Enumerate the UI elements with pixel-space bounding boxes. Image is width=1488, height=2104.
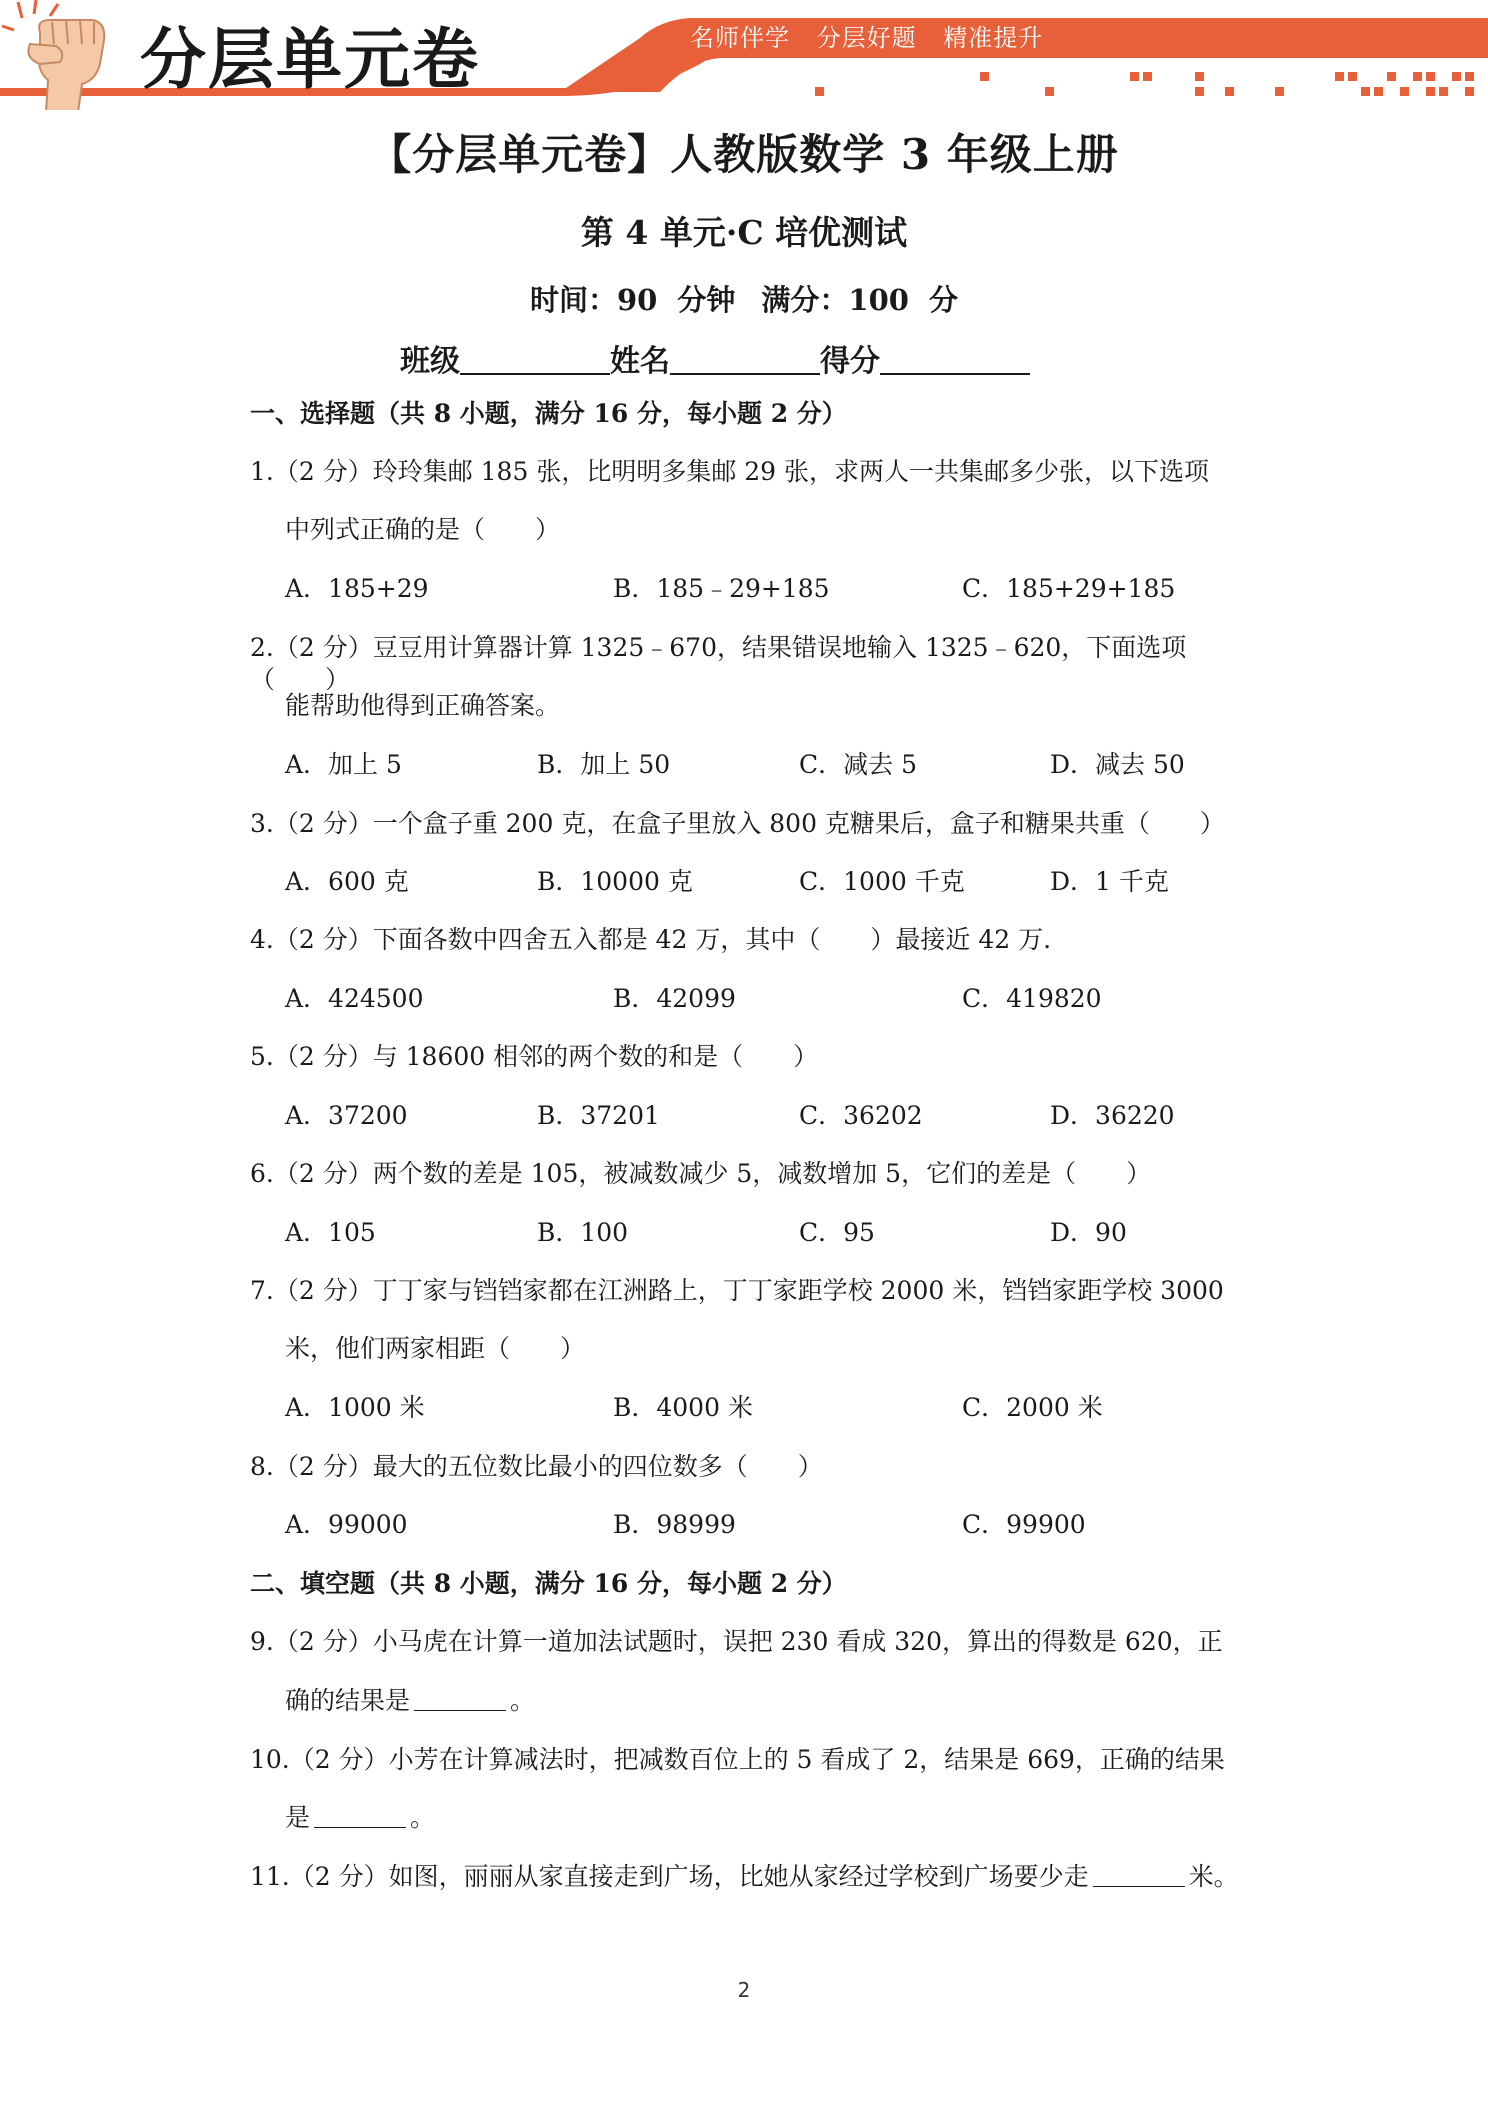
- question-10-cont: [285, 1802, 435, 1834]
- question-7: 7.（2 分）丁丁家与铛铛家都在江洲路上，丁丁家距学校 2000 米，铛铛家距学校 3000: [250, 1276, 1224, 1305]
- q9-answer-blank[interactable]: [414, 1688, 506, 1711]
- q4-option-a[interactable]: A．424500: [285, 984, 424, 1013]
- q2-option-b[interactable]: B．加上 50: [537, 750, 671, 779]
- question-5: 5.（2 分）与 18600 相邻的两个数的和是（ ）: [250, 1042, 819, 1071]
- q9-tail: 。: [510, 1686, 536, 1715]
- class-label: 班级: [400, 344, 460, 379]
- q9-text: 确的结果是: [285, 1686, 411, 1715]
- q5-option-b[interactable]: B．37201: [537, 1101, 660, 1130]
- question-3: 3.（2 分）一个盒子重 200 克，在盒子里放入 800 克糖果后，盒子和糖果共重（ ）: [250, 809, 1225, 838]
- question-1: 1.（2 分）玲玲集邮 185 张，比明明多集邮 29 张，求两人一共集邮多少张，以下选项: [250, 457, 1210, 486]
- question-1-cont: 中列式正确的是（ ）: [285, 515, 561, 544]
- q8-option-a[interactable]: A．99000: [285, 1510, 408, 1539]
- student-info-fields: [400, 336, 1030, 380]
- question-10: 10.（2 分）小芳在计算减法时，把减数百位上的 5 看成了 2，结果是 669，正确的结果: [250, 1745, 1225, 1774]
- q5-option-c[interactable]: C．36202: [799, 1101, 923, 1130]
- brand-title: 分层单元卷: [140, 21, 480, 98]
- class-field[interactable]: [460, 343, 610, 375]
- q1-option-c[interactable]: C．185+29+185: [962, 574, 1176, 603]
- q1-option-b[interactable]: B．185﹣29+185: [613, 574, 830, 603]
- q11-answer-blank[interactable]: [1093, 1864, 1185, 1887]
- q1-option-a[interactable]: A．185+29: [285, 574, 429, 603]
- q10-tail: 。: [410, 1803, 436, 1832]
- name-field[interactable]: [670, 343, 820, 375]
- time-label: 时间：90 分钟: [529, 283, 736, 317]
- q2-option-c[interactable]: C．减去 5: [799, 750, 917, 779]
- question-2-cont: 能帮助他得到正确答案。: [285, 691, 561, 720]
- q7-option-a[interactable]: A．1000 米: [285, 1393, 425, 1422]
- section-fill-title: 二、填空题（共 8 小题，满分 16 分，每小题 2 分）: [250, 1569, 847, 1598]
- header-slogan: 名师伴学 分层好题 精准提升: [690, 24, 1044, 52]
- q3-option-a[interactable]: A．600 克: [285, 867, 409, 896]
- q4-option-c[interactable]: C．419820: [962, 984, 1102, 1013]
- score-field-label: 得分: [820, 344, 880, 379]
- name-label: 姓名: [610, 344, 670, 379]
- q10-answer-blank[interactable]: [314, 1805, 406, 1828]
- q10-text: 是: [285, 1803, 311, 1832]
- q5-option-d[interactable]: D．36220: [1050, 1101, 1175, 1130]
- q2-option-d[interactable]: D．减去 50: [1050, 750, 1185, 779]
- exam-info: [0, 278, 1488, 319]
- score-field[interactable]: [880, 343, 1030, 375]
- q7-option-b[interactable]: B．4000 米: [613, 1393, 753, 1422]
- q8-option-c[interactable]: C．99900: [962, 1510, 1086, 1539]
- q7-option-c[interactable]: C．2000 米: [962, 1393, 1103, 1422]
- q4-option-b[interactable]: B．42099: [613, 984, 736, 1013]
- q3-option-b[interactable]: B．10000 克: [537, 867, 693, 896]
- q11-tail: 米。: [1188, 1862, 1239, 1891]
- q6-option-c[interactable]: C．95: [799, 1218, 875, 1247]
- question-7-cont: 米，他们两家相距（ ）: [285, 1334, 586, 1363]
- question-9: 9.（2 分）小马虎在计算一道加法试题时，误把 230 看成 320，算出的得数是 620，正: [250, 1627, 1223, 1656]
- q6-option-a[interactable]: A．105: [285, 1218, 376, 1247]
- header-banner: [0, 0, 1488, 110]
- q11-text: 11.（2 分）如图，丽丽从家直接走到广场，比她从家经过学校到广场要少走: [250, 1862, 1089, 1891]
- question-9-cont: [285, 1685, 535, 1717]
- page-title: 【分层单元卷】人教版数学 3 年级上册: [369, 130, 1119, 179]
- question-6: 6.（2 分）两个数的差是 105，被减数减少 5，减数增加 5，它们的差是（ ）: [250, 1159, 1152, 1188]
- score-label: 满分：100 分: [761, 283, 959, 317]
- q3-option-c[interactable]: C．1000 千克: [799, 867, 965, 896]
- question-4: 4.（2 分）下面各数中四舍五入都是 42 万，其中（ ）最接近 42 万.: [250, 925, 1052, 954]
- unit-title: 第 4 单元·C 培优测试: [580, 213, 908, 252]
- q8-option-b[interactable]: B．98999: [613, 1510, 736, 1539]
- question-2: 2.（2 分）豆豆用计算器计算 1325﹣670，结果错误地输入 1325﹣620，下面选项（ ）: [250, 633, 1187, 694]
- question-8: 8.（2 分）最大的五位数比最小的四位数多（ ）: [250, 1452, 823, 1481]
- question-11: [250, 1861, 1245, 1893]
- q2-option-a[interactable]: A．加上 5: [285, 750, 402, 779]
- q3-option-d[interactable]: D．1 千克: [1050, 867, 1169, 896]
- q6-option-d[interactable]: D．90: [1050, 1218, 1127, 1247]
- section-choice-title: 一、选择题（共 8 小题，满分 16 分，每小题 2 分）: [250, 399, 847, 428]
- q6-option-b[interactable]: B．100: [537, 1218, 629, 1247]
- q5-option-a[interactable]: A．37200: [285, 1101, 408, 1130]
- page-number: 2: [737, 1978, 751, 2002]
